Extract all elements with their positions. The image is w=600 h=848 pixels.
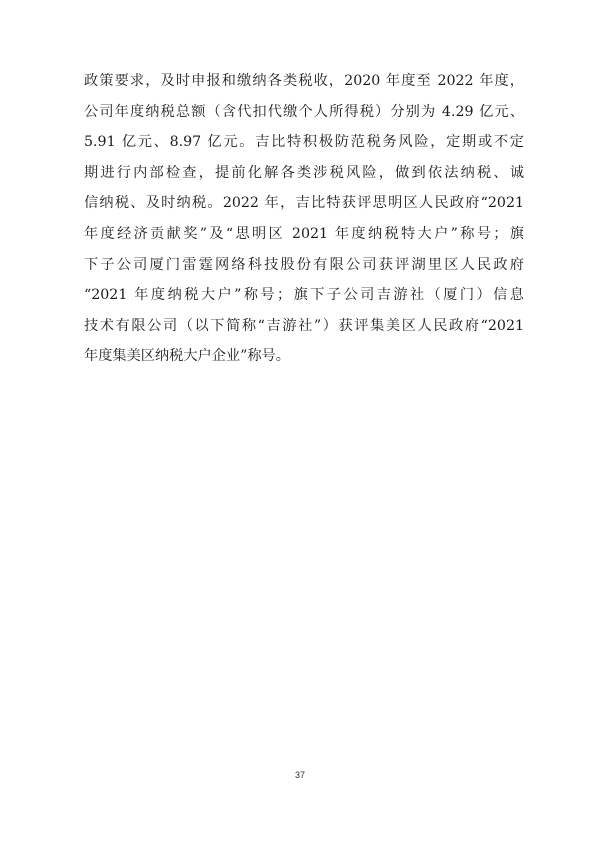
paragraph-line: 年度集美区纳税大户企业”称号。 xyxy=(84,348,290,365)
body-paragraph xyxy=(84,66,524,372)
paragraph-line: “2021 年度纳税大户”称号；旗下子公司吉游社（厦门）信息 xyxy=(84,287,524,304)
paragraph-line: 5.91 亿元、8.97 亿元。吉比特积极防范税务风险，定期或不定 xyxy=(84,134,524,151)
paragraph-line: 技术有限公司（以下简称“吉游社”）获评集美区人民政府“2021 xyxy=(84,317,524,334)
page-number: 37 xyxy=(294,770,305,780)
paragraph-line: 信纳税、及时纳税。2022 年，吉比特获评思明区人民政府“2021 xyxy=(84,195,524,212)
paragraph-line: 期进行内部检查，提前化解各类涉税风险，做到依法纳税、诚 xyxy=(84,164,524,181)
paragraph-line: 政策要求，及时申报和缴纳各类税收，2020 年度至 2022 年度， xyxy=(84,73,524,89)
paragraph-line: 下子公司厦门雷霆网络科技股份有限公司获评湖里区人民政府 xyxy=(84,256,524,273)
paragraph-line: 年度经济贡献奖”及“思明区 2021 年度纳税特大户”称号；旗 xyxy=(84,225,524,242)
paragraph-line: 公司年度纳税总额（含代扣代缴个人所得税）分别为 4.29 亿元、 xyxy=(84,103,524,120)
